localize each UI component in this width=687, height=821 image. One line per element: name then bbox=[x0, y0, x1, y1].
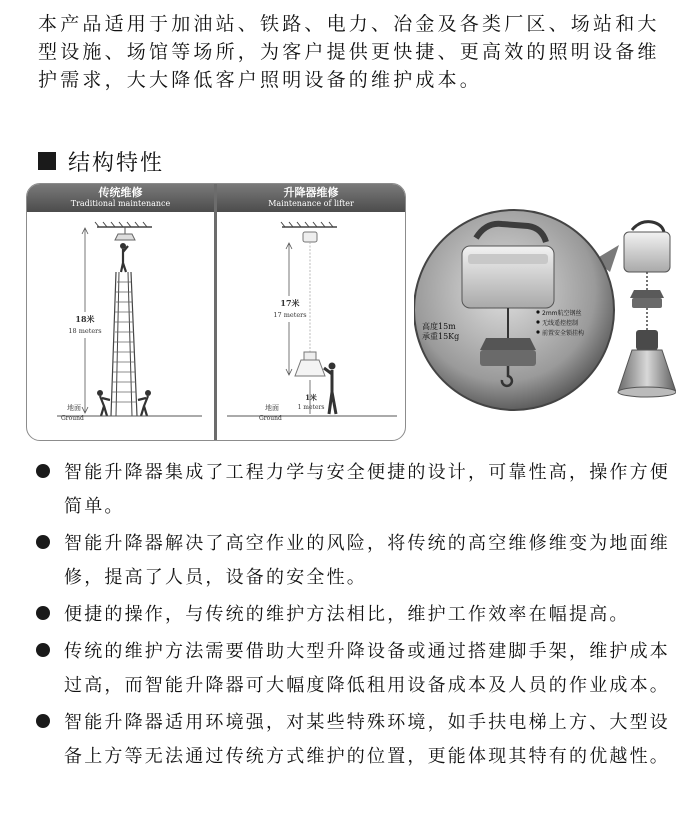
height-left-cn: 18米 bbox=[75, 314, 95, 324]
comparison-diagram bbox=[26, 183, 406, 441]
traditional-title-cn: 传统维修 bbox=[98, 186, 143, 199]
photo-height-label: 高度15m bbox=[422, 322, 456, 331]
product-photo bbox=[414, 200, 676, 430]
tall-ladder-icon bbox=[111, 272, 137, 416]
feature-text: 智能升降器适用环境强，对某些特殊环境，如手扶电梯上方、大型设备上方等无法通过传统方式维护的位置，更能体现其特有的优越性。 bbox=[64, 712, 670, 767]
ground-right-cn: 地面 bbox=[265, 404, 279, 412]
lifter-unit-icon bbox=[303, 232, 317, 352]
square-bullet-icon bbox=[38, 152, 56, 170]
section-title: 结构特性 bbox=[68, 150, 165, 176]
magnified-circle-icon bbox=[414, 210, 619, 410]
lowered-lamp-icon bbox=[295, 352, 325, 376]
worker-on-ladder-icon bbox=[120, 243, 128, 272]
feature-text: 便捷的操作，与传统的维护方法相比，维护工作效率在幅提高。 bbox=[64, 604, 630, 625]
height-right-cn: 17米 bbox=[280, 298, 300, 308]
ground-left-cn: 地面 bbox=[67, 404, 81, 412]
lifter-title-en: Maintenance of lifter bbox=[268, 199, 354, 208]
height-arrow-right-icon bbox=[286, 243, 310, 414]
bullet-dot-icon bbox=[36, 643, 50, 657]
photo-note-1: 2mm航空钢丝 bbox=[542, 310, 582, 317]
traditional-title-en: Traditional maintenance bbox=[70, 199, 171, 208]
photo-weight-label: 承重15Kg bbox=[422, 332, 460, 341]
feature-list bbox=[36, 456, 676, 777]
feature-item bbox=[36, 635, 676, 703]
comparison-drawing bbox=[27, 184, 405, 440]
feature-text: 传统的维护方法需要借助大型升降设备或通过搭建脚手架，维护成本过高，而智能升降器可大幅度降低租用设备成本及人员的作业成本。 bbox=[64, 641, 670, 696]
lifter-title-cn: 升降器维修 bbox=[283, 186, 339, 199]
ground-right-en: Ground bbox=[259, 415, 282, 422]
photo-note-2: 无线遥控控制 bbox=[542, 320, 579, 327]
ceiling-left-icon bbox=[95, 222, 152, 227]
photo-note-3: 前置安全锁挂构 bbox=[542, 330, 585, 337]
lamp-left-icon bbox=[115, 227, 135, 240]
intro-paragraph: 本产品适用于加油站、铁路、电力、冶金及各类厂区、场站和大型设施、场馆等场所，为客户提供更快捷、更高效的照明设备维护需求，大大降低客户照明设备的维护成本。 bbox=[38, 13, 660, 91]
ground-worker-icon bbox=[324, 363, 336, 415]
section-heading bbox=[38, 147, 164, 175]
small-height-cn: 1米 bbox=[305, 393, 317, 402]
height-right-en: 17 meters bbox=[273, 311, 307, 319]
feature-text: 智能升降器解决了高空作业的风险，将传统的高空维修维变为地面维修，提高了人员，设备的安全性。 bbox=[64, 533, 670, 588]
bullet-dot-icon bbox=[36, 714, 50, 728]
height-left-en: 18 meters bbox=[68, 327, 102, 335]
feature-item bbox=[36, 706, 676, 774]
feature-item bbox=[36, 527, 676, 595]
ground-left-en: Ground bbox=[61, 415, 84, 422]
bullet-dot-icon bbox=[36, 606, 50, 620]
ladder-holders-icon bbox=[97, 390, 151, 416]
ceiling-right-icon bbox=[281, 222, 337, 227]
small-height-en: 1 meters bbox=[297, 404, 325, 411]
lamp-assembly-icon bbox=[618, 222, 676, 397]
bullet-dot-icon bbox=[36, 535, 50, 549]
feature-text: 智能升降器集成了工程力学与安全便捷的设计，可靠性高，操作方便简单。 bbox=[64, 462, 670, 517]
bullet-dot-icon bbox=[36, 464, 50, 478]
feature-item bbox=[36, 598, 676, 632]
feature-item bbox=[36, 456, 676, 524]
